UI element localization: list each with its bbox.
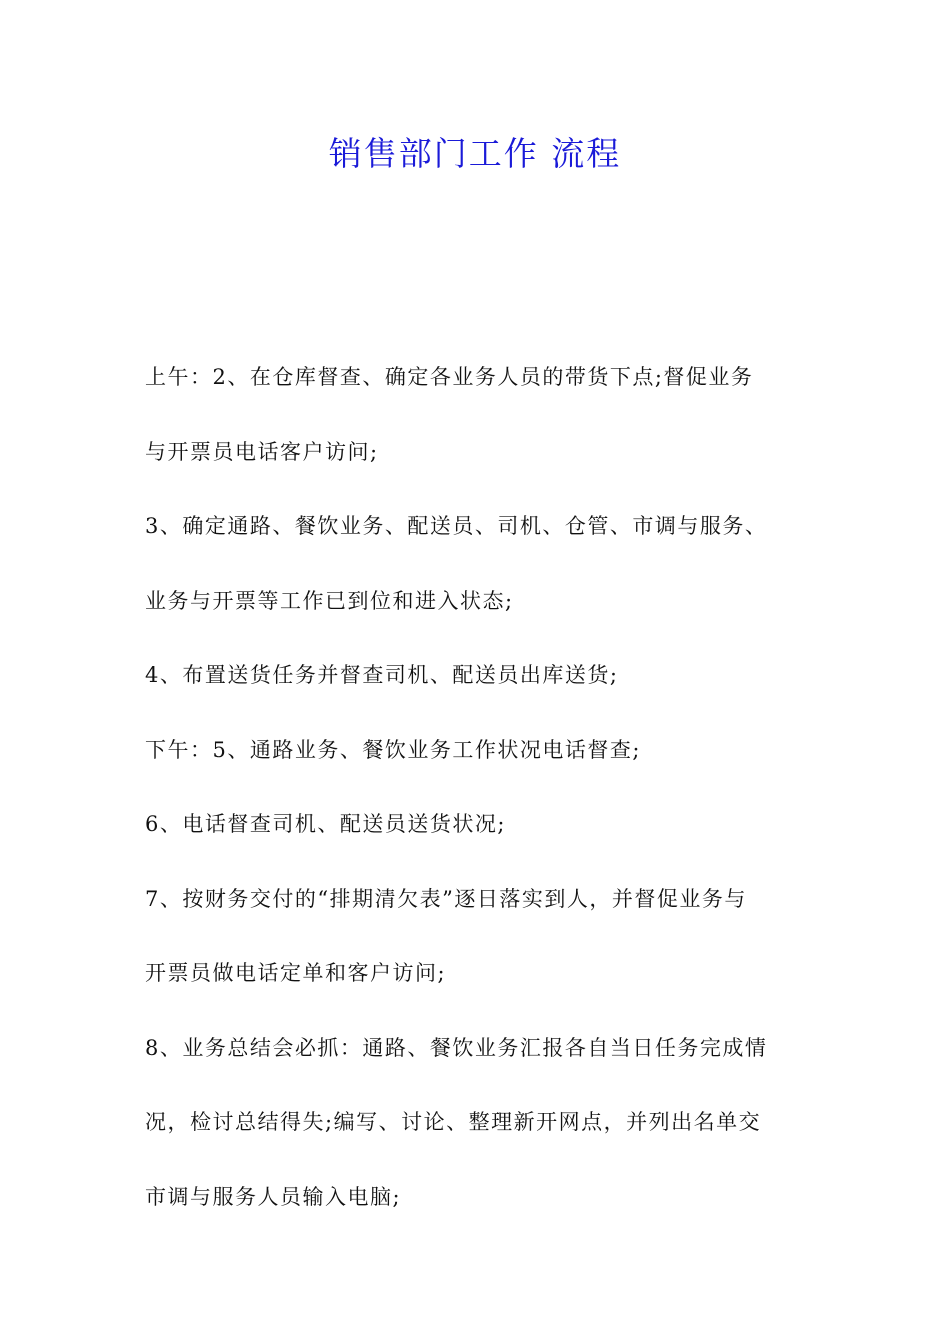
document-body bbox=[145, 340, 817, 1234]
body-line: 8、业务总结会必抓：通路、餐饮业务汇报各自当日任务完成情 bbox=[145, 1035, 768, 1060]
body-line: 6、电话督查司机、配送员送货状况; bbox=[145, 812, 506, 836]
body-line: 下午：5、通路业务、餐饮业务工作状况电话督查; bbox=[145, 737, 641, 762]
body-line: 开票员做电话定单和客户访问; bbox=[145, 961, 447, 985]
body-line: 况，检讨总结得失;编写、讨论、整理新开网点，并列出名单交 bbox=[145, 1110, 762, 1134]
body-line: 与开票员电话客户访问; bbox=[145, 439, 379, 464]
body-line: 业务与开票等工作已到位和进入状态; bbox=[145, 588, 514, 613]
body-line: 4、布置送货任务并督查司机、配送员出库送货; bbox=[145, 663, 619, 687]
body-line: 3、确定通路、餐饮业务、配送员、司机、仓管、市调与服务、 bbox=[145, 514, 768, 538]
document-title: 销售部门工作 流程 bbox=[328, 134, 622, 173]
body-line: 市调与服务人员输入电脑; bbox=[145, 1184, 402, 1209]
body-line: 上午：2、在仓库督查、确定各业务人员的带货下点;督促业务 bbox=[145, 365, 754, 389]
body-line: 7、按财务交付的“排期清欠表”逐日落实到人，并督促业务与 bbox=[145, 886, 747, 911]
